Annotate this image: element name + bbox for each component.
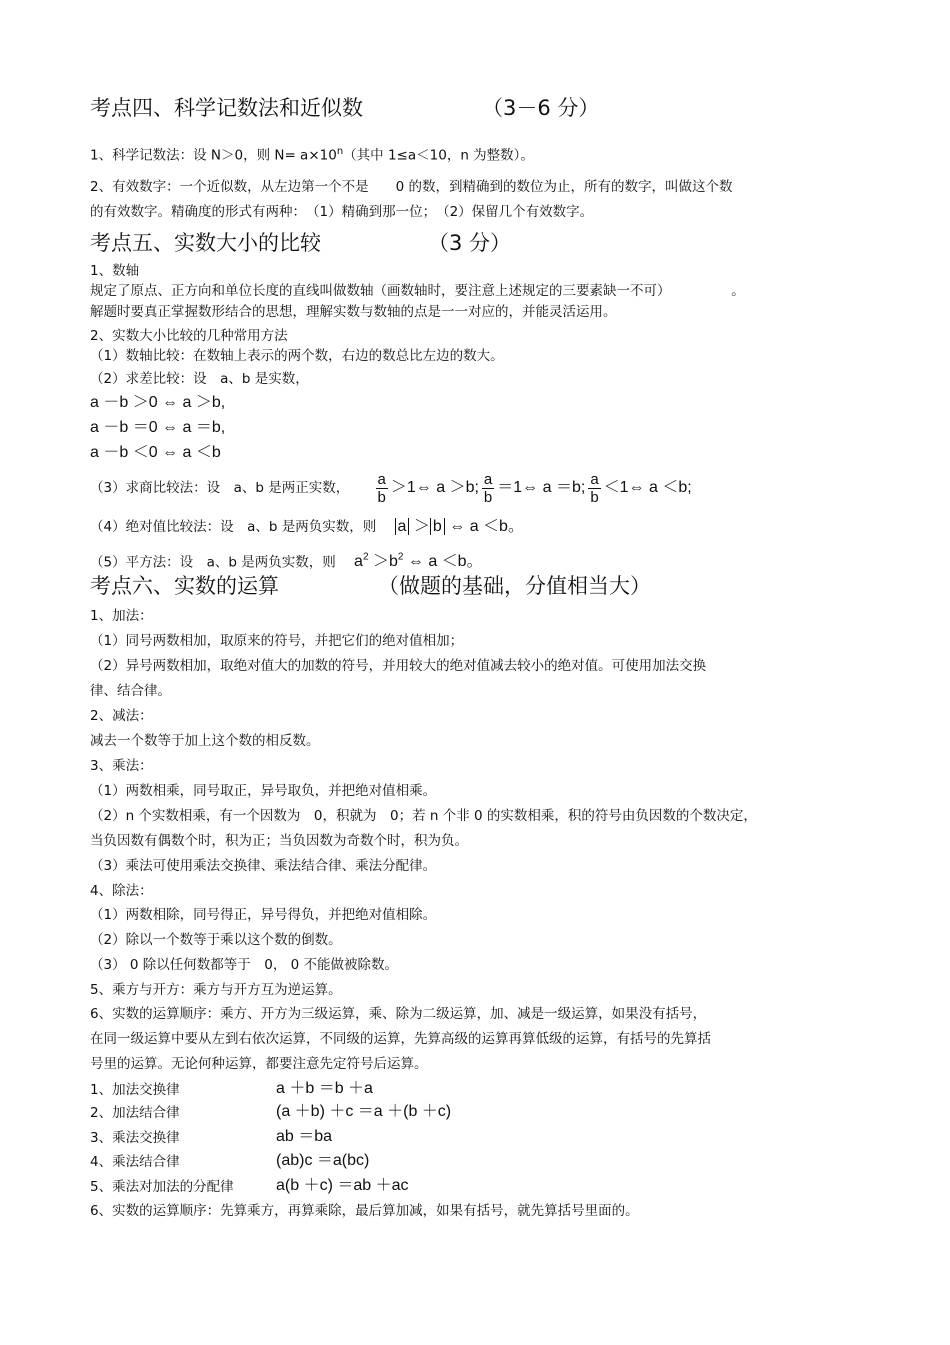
op-line: （3）乘法可使用乘法交换律、乘法结合律、乘法分配律。 <box>90 858 437 874</box>
section-4-heading <box>90 95 600 121</box>
section-6-title: 考点六、实数的运算 <box>90 574 279 598</box>
op-line: （2）n 个实数相乘，有一个因数为 0，积就为 0；若 n 个非 0 的实数相乘，积的符号由负因数的个数决定， <box>90 808 757 824</box>
op-line: （2）异号两数相加，取绝对值大的加数的符号，并用较大的绝对值减去较小的绝对值。可使用加法交换 <box>90 658 707 674</box>
diff-formula-eq: a －b ＝0 ⇔ a ＝b, <box>90 419 226 436</box>
square-formula: $a^2 >b^2$ ⇔ a ＜b。 <box>354 552 483 571</box>
abs-formula: a ＞ b ⇔ a ＜b。 <box>395 518 524 535</box>
sig-fig-line-2: 的有效数字。精确度的形式有两种： （1）精确到那一位； （2）保留几个有效数字。 <box>90 204 594 220</box>
op-line: 2、减法： <box>90 708 153 724</box>
section-5-heading <box>90 230 512 256</box>
law-row: 4、乘法结合律 (ab)c ＝a(bc) <box>90 1152 370 1170</box>
section-6-heading <box>90 573 651 599</box>
s5-line-6: （2）求差比较：设 a、b 是实数， <box>90 371 309 387</box>
law-row: 3、乘法交换律 ab ＝ba <box>90 1128 333 1146</box>
op-line: 当负因数有偶数个时，积为正；当负因数为奇数个时，积为负。 <box>90 833 468 849</box>
diff-formula-gt: a －b ＞0 ⇔ a ＞b, <box>90 394 226 411</box>
section-5-score: （3 分） <box>428 231 512 255</box>
section-6-score: （做题的基础，分值相当大） <box>378 574 651 598</box>
op-line: 1、加法： <box>90 608 153 624</box>
op-line: 5、乘方与开方：乘方与开方互为逆运算。 <box>90 982 342 998</box>
quotient-line: （3）求商比较法：设 a、b 是两正实数， $\frac{a}{b}$ ＞1⇔ a ＞b; $\frac{a}{b}$ ＝1⇔ a ＝b; $\frac{a}{b}$ ＜1⇔ a ＜b; <box>90 470 692 506</box>
op-line: （1）两数相除，同号得正，异号得负，并把绝对值相除。 <box>90 907 437 923</box>
s5-line-5: （1）数轴比较：在数轴上表示的两个数，右边的数总比左边的数大。 <box>90 348 504 364</box>
s5-line-2: 规定了原点、正方向和单位长度的直线叫做数轴（画数轴时，要注意上述规定的三要素缺一不可） 。 <box>90 283 745 299</box>
abs-compare-line: （4）绝对值比较法：设 a、b 是两负实数，则 a ＞ b ⇔ a ＜b。 <box>90 518 524 535</box>
section-4-score: （3－6 分） <box>482 96 600 120</box>
law-row: 5、乘法对加法的分配律 a(b ＋c) ＝ab ＋ac <box>90 1177 409 1195</box>
op-line: 4、除法： <box>90 883 153 899</box>
square-compare-line: （5）平方法：设 a、b 是两负实数，则 $a^2 >b^2$ ⇔ a ＜b。 <box>90 552 483 571</box>
op-line: 在同一级运算中要从左到右依次运算，不同级的运算，先算高级的运算再算低级的运算，有括号的先算括 <box>90 1031 711 1047</box>
law-row: 1、加法交换律 a ＋b ＝b ＋a <box>90 1080 373 1098</box>
s5-line-3: 解题时要真正掌握数形结合的思想，理解实数与数轴的点是一一对应的，并能灵活运用。 <box>90 304 617 320</box>
op-line: （2）除以一个数等于乘以这个数的倒数。 <box>90 932 342 948</box>
sci-notation-line: 1、科学记数法：设 N＞0，则 $N= a\times 10^n$（其中 1≤a＜10，n 为整数）。 <box>90 146 534 164</box>
fraction-a-over-b: $\frac{a}{b}$ <box>590 470 599 506</box>
law-row: 2、加法结合律 (a ＋b) ＋c ＝a ＋(b ＋c) <box>90 1103 452 1121</box>
op-line: （1）同号两数相加，取原来的符号，并把它们的绝对值相加； <box>90 633 464 649</box>
fraction-a-over-b: $\frac{a}{b}$ <box>377 470 386 506</box>
op-line: 3、乘法： <box>90 758 153 774</box>
section-5-title: 考点五、实数大小的比较 <box>90 231 321 255</box>
section-4-title: 考点四、科学记数法和近似数 <box>90 96 363 120</box>
fraction-a-over-b: $\frac{a}{b}$ <box>483 470 493 506</box>
op-line: 律、结合律。 <box>90 683 171 699</box>
op-line: （3） 0 除以任何数都等于 0， 0 不能做被除数。 <box>90 957 399 973</box>
sig-fig-line-1: 2、有效数字：一个近似数，从左边第一个不是 0 的数，到精确到的数位为止，所有的数字，叫做这个数 <box>90 179 733 195</box>
op-line: 6、实数的运算顺序：乘方、开方为三级运算，乘、除为二级运算，加、减是一级运算，如果没有括号， <box>90 1006 707 1022</box>
diff-formula-lt: a －b ＜0 ⇔ a ＜b <box>90 444 221 461</box>
order-summary-line: 6、实数的运算顺序：先算乘方，再算乘除，最后算加减，如果有括号，就先算括号里面的。 <box>90 1203 639 1219</box>
op-line: （1）两数相乘，同号取正，异号取负，并把绝对值相乘。 <box>90 783 437 799</box>
op-line: 号里的运算。无论何种运算，都要注意先定符号后运算。 <box>90 1056 428 1072</box>
op-line: 减去一个数等于加上这个数的相反数。 <box>90 733 320 749</box>
s5-line-4: 2、实数大小比较的几种常用方法 <box>90 328 288 344</box>
s5-line-1: 1、数轴 <box>90 263 140 279</box>
